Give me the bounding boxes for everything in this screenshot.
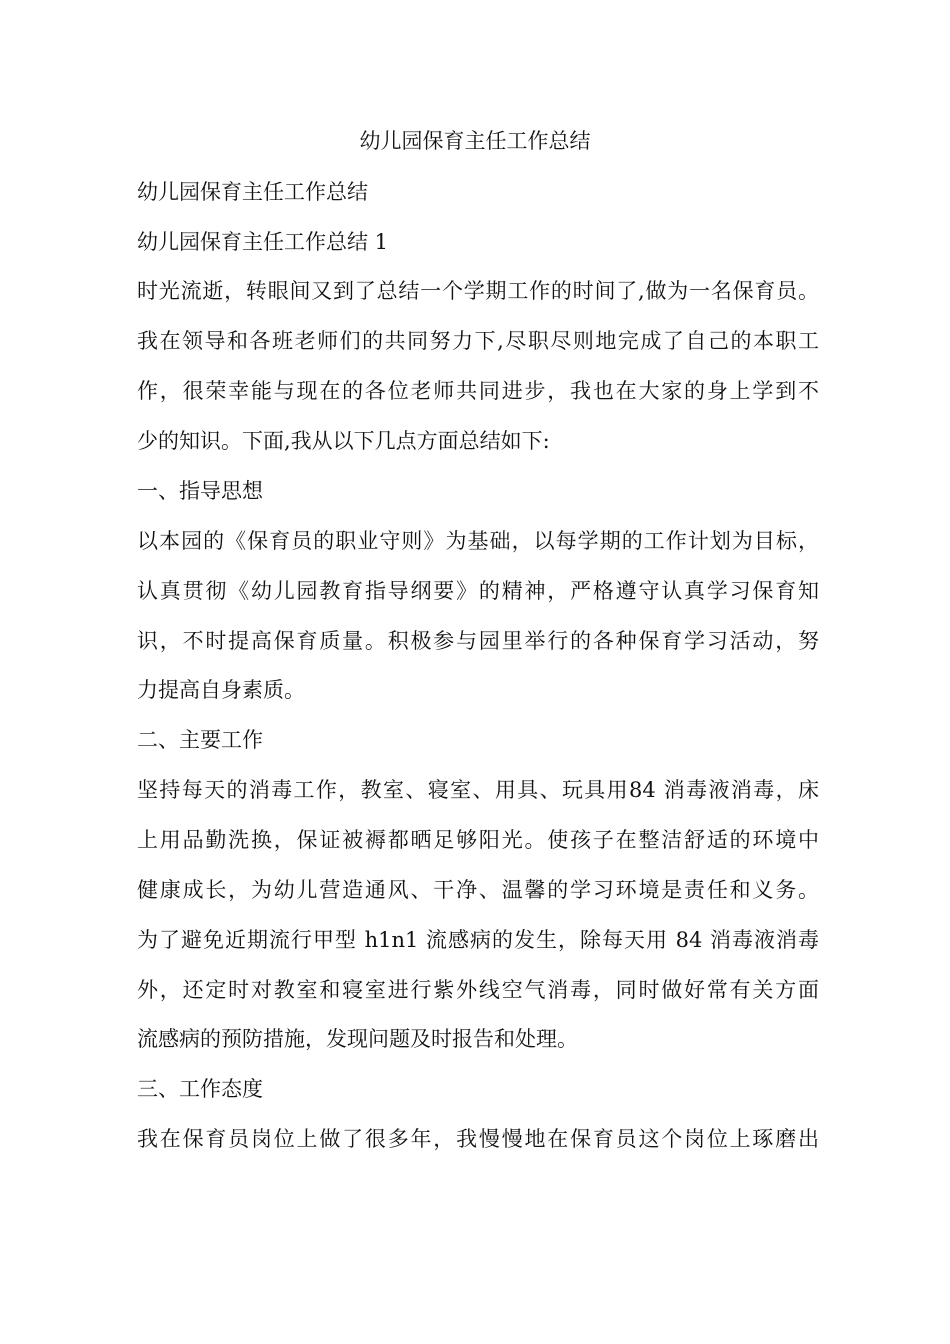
paragraph-line: 认真贯彻《幼儿园教育指导纲要》的精神，严格遵守认真学习保育知 xyxy=(137,579,819,603)
section-heading: 三、工作态度 xyxy=(137,1077,263,1101)
section-heading: 一、指导思想 xyxy=(137,479,263,503)
paragraph-line: 我在保育员岗位上做了很多年，我慢慢地在保育员这个岗位上琢磨出 xyxy=(137,1127,819,1151)
paragraph-line: 少的知识。下面,我从以下几点方面总结如下: xyxy=(137,429,550,453)
section-heading-1: 幼儿园保育主任工作总结 1 xyxy=(137,230,389,254)
paragraph-line: 时光流逝，转眼间又到了总结一个学期工作的时间了,做为一名保育员。 xyxy=(137,279,819,303)
paragraph-line: 健康成长，为幼儿营造通风、干净、温馨的学习环境是责任和义务。 xyxy=(137,878,819,902)
paragraph-line: 力提高自身素质。 xyxy=(137,678,305,702)
document-title: 幼儿园保育主任工作总结 xyxy=(359,129,591,153)
paragraph-line: 识，不时提高保育质量。积极参与园里举行的各种保育学习活动，努 xyxy=(137,629,819,653)
subtitle: 幼儿园保育主任工作总结 xyxy=(137,180,368,204)
paragraph-line: 流感病的预防措施，发现问题及时报告和处理。 xyxy=(137,1027,578,1051)
paragraph-line: 上用品勤洗换，保证被褥都晒足够阳光。使孩子在整洁舒适的环境中 xyxy=(137,828,819,852)
paragraph-line: 外，还定时对教室和寝室进行紫外线空气消毒，同时做好常有关方面 xyxy=(137,978,819,1002)
paragraph-line: 我在领导和各班老师们的共同努力下,尽职尽则地完成了自己的本职工 xyxy=(137,329,819,353)
paragraph-line: 为了避免近期流行甲型 h1n1 流感病的发生，除每天用 84 消毒液消毒 xyxy=(137,928,819,952)
paragraph-line: 作，很荣幸能与现在的各位老师共同进步，我也在大家的身上学到不 xyxy=(137,379,819,403)
paragraph-line: 坚持每天的消毒工作，教室、寝室、用具、玩具用84 消毒液消毒，床 xyxy=(137,778,819,802)
section-heading: 二、主要工作 xyxy=(137,728,263,752)
paragraph-line: 以本园的《保育员的职业守则》为基础，以每学期的工作计划为目标， xyxy=(137,529,819,553)
